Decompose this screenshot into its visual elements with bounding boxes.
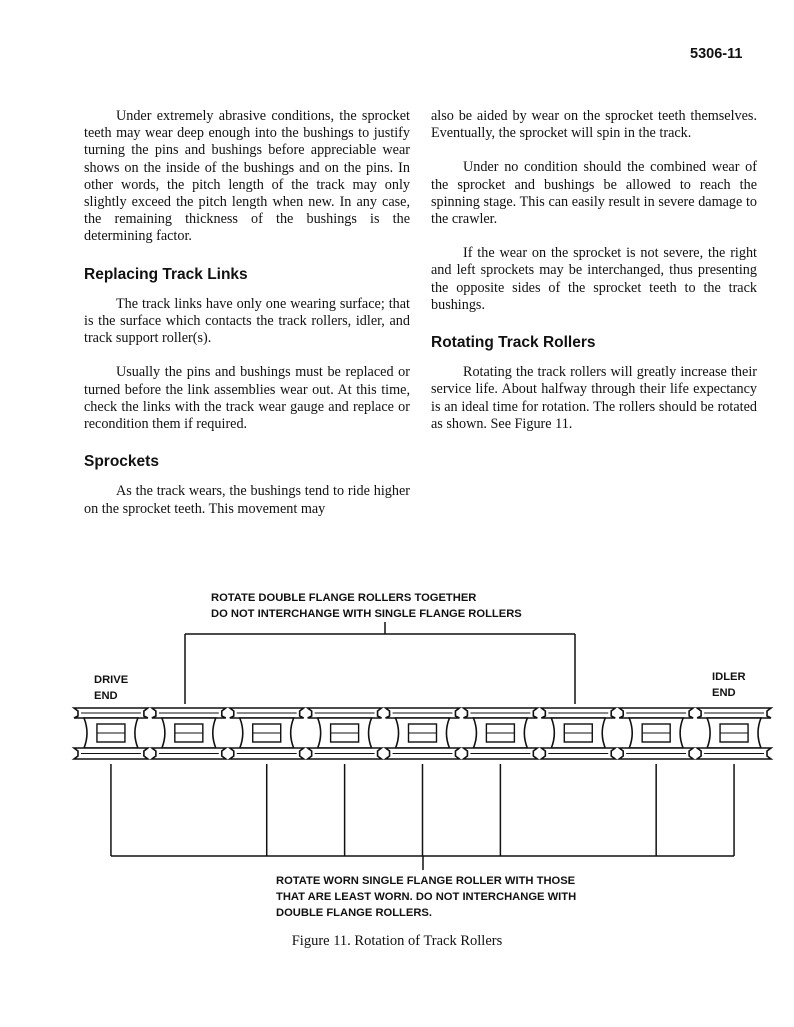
bottom-note-line-2: THAT ARE LEAST WORN. DO NOT INTERCHANGE WITH [276,891,577,903]
drive-end-line-2: END [94,690,118,702]
top-note-line-2: DO NOT INTERCHANGE WITH SINGLE FLANGE ROLLERS [211,608,522,620]
top-note-line-1: ROTATE DOUBLE FLANGE ROLLERS TOGETHER [211,592,477,604]
track-roller [152,708,226,759]
roller-row [74,708,771,759]
drive-end-line-1: DRIVE [94,674,129,686]
heading-sprockets: Sprockets [84,453,159,471]
track-roller [74,708,148,759]
paragraph-rotating-rollers: Rotating the track rollers will greatly increase their service life. About halfway through their life expectancy is an ideal time for rotation. The rollers should be rotated as shown. See Figure 11. [431,364,757,432]
paragraph-track-links: The track links have only one wearing surface; that is the surface which contacts the track rollers, idler, and track support roller(s). [84,295,410,347]
track-roller [541,708,615,759]
track-roller [308,708,382,759]
track-roller-rotation-diagram [0,580,794,960]
track-roller [463,708,537,759]
heading-replacing-track-links: Replacing Track Links [84,265,248,283]
track-roller [697,708,771,759]
paragraph-interchange-sprockets: If the wear on the sprocket is not severe, the right and left sprockets may be interchanged, thus presenting the opposite sides of the sprocket teeth to the track bushings. [431,245,757,313]
bottom-note-line-3: DOUBLE FLANGE ROLLERS. [276,907,433,919]
single-flange-bracket [111,764,734,870]
figure-caption: Figure 11. Rotation of Track Rollers [291,933,503,949]
paragraph-pins-bushings: Usually the pins and bushings must be replaced or turned before the link assemblies wear out. At this time, check the links with the track wear gauge and replace or recondition them if required. [84,364,410,433]
left-column [84,108,410,518]
bottom-note-line-1: ROTATE WORN SINGLE FLANGE ROLLER WITH THOSE [276,875,576,887]
paragraph-track-wears: As the track wears, the bushings tend to ride higher on the sprocket teeth. This movement may [84,483,410,517]
track-roller [230,708,304,759]
idler-end-line-2: END [712,687,736,699]
paragraph-abrasive-conditions: Under extremely abrasive conditions, the sprocket teeth may wear deep enough into the bushings to justify turning the pins and bushings before appreciable wear shows on the inside of the bushings and on the pins. In other words, the pitch length of the track may only slightly exceed the pitch length when new. In any case, the remaining thickness of the bushings is the determining factor. [84,108,410,245]
paragraph-sprocket-teeth-cont: also be aided by wear on the sprocket teeth themselves. Eventually, the sprocket will spin in the track. [431,108,757,142]
heading-rotating-track-rollers: Rotating Track Rollers [431,334,596,352]
right-column [431,108,757,433]
page-number: 5306-11 [690,46,743,62]
paragraph-no-condition: Under no condition should the combined wear of the sprocket and bushings be allowed to reach the spinning stage. This can easily result in severe damage to the crawler. [431,159,757,228]
idler-end-line-1: IDLER [712,671,746,683]
track-roller [386,708,460,759]
double-flange-bracket [185,622,575,704]
track-roller [619,708,693,759]
